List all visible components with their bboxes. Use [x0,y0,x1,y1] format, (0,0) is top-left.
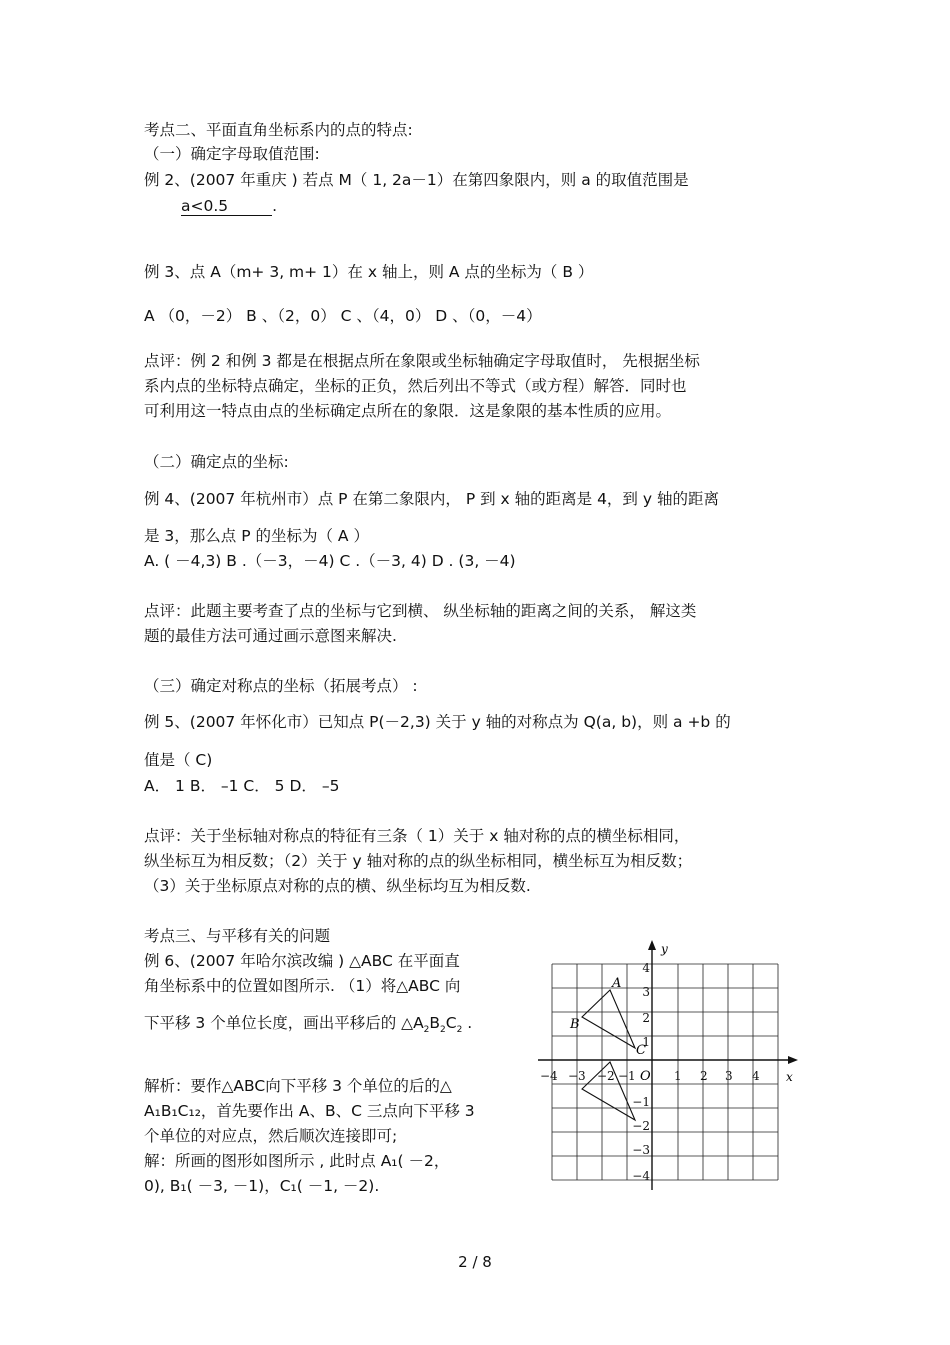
analysis-line-3: 个单位的对应点，然后顺次连接即可; [144,1127,398,1145]
x-axis-arrow [788,1056,798,1064]
comment-1-line-2: 系内点的坐标特点确定，坐标的正负，然后列出不等式（或方程）解答．同时也 [144,377,687,395]
y-tick-label: 4 [642,961,650,975]
example-3-options: A （0，－2） B 、（2，0） C 、（4，0） D 、（0，－4） [144,307,542,325]
y-tick-label: −3 [632,1143,650,1157]
subheading-1: （一）确定字母取值范围: [144,145,320,163]
y-tick-label: 3 [642,985,650,999]
coordinate-graph [530,938,805,1190]
origin-label: O [640,1069,651,1084]
comment-1-line-1: 点评：例 2 和例 3 都是在根据点所在象限或坐标轴确定字母取值时， 先根据坐标 [144,352,700,370]
point-label-a: A [612,976,622,991]
subheading-3: （三）确定对称点的坐标（拓展考点） : [144,677,418,695]
comment-2-line-1: 点评：此题主要考查了点的坐标与它到横、 纵坐标轴的距离之间的关系， 解这类 [144,602,697,620]
subheading-2: （二）确定点的坐标: [144,453,289,471]
example-6-line-2: 角坐标系中的位置如图所示. （1）将△ABC 向 [144,977,461,995]
y-tick-label: 2 [642,1011,650,1025]
example-2-answer: a<0.5 [181,197,272,216]
example-4-line-2: 是 3，那么点 P 的坐标为（ A ） [144,527,369,545]
analysis-line-1: 解析：要作△ABC向下平移 3 个单位的后的△ [144,1077,452,1095]
solution-line-1: 解：所画的图形如图所示 , 此时点 A₁( －2， [144,1152,450,1170]
example-3: 例 3、点 A（m+ 3, m+ 1）在 x 轴上，则 A 点的坐标为（ B ） [144,263,594,281]
y-axis-label: y [661,942,668,956]
comment-1-line-3: 可利用这一特点由点的坐标确定点所在的象限．这是象限的基本性质的应用。 [144,402,672,420]
example-6-line-3: 下平移 3 个单位长度，画出平移后的 $\triangle A_2B_2C_2$ . [144,1014,473,1036]
x-axis-label: x [786,1070,793,1084]
example-4-options: A. ( －4,3) B .（－3，－4) C .（－3, 4) D . (3, －4) [144,552,516,570]
x-tick-label: 4 [752,1069,760,1083]
axes [538,944,792,1190]
example-5-line-2: 值是（ C) [144,751,213,769]
comment-3-line-2: 纵坐标互为相反数；（2）关于 y 轴对称的点的纵坐标相同，横坐标互为相反数； [144,852,693,870]
comment-3-line-3: （3）关于坐标原点对称的点的横、纵坐标均互为相反数. [144,877,531,895]
y-tick-label: −1 [632,1095,650,1109]
example-2-answer-line: a<0.5 . [181,197,278,215]
comment-2-line-2: 题的最佳方法可通过画示意图来解决. [144,627,397,645]
example-5-line-1: 例 5、(2007 年怀化市）已知点 P(－2,3) 关于 y 轴的对称点为 Q(a, b)，则 a +b 的 [144,713,731,731]
x-tick-label: 2 [700,1069,708,1083]
example-4-line-1: 例 4、(2007 年杭州市）点 P 在第二象限内， P 到 x 轴的距离是 4，到 y 轴的距离 [144,490,719,508]
grid [552,964,778,1180]
example-2: 例 2、(2007 年重庆 ) 若点 M（ 1, 2a－1）在第四象限内，则 a 的取值范围是 [144,171,689,189]
solution-line-2: 0), B₁( －3, －1)，C₁( －1, －2). [144,1177,380,1195]
comment-3-line-1: 点评：关于坐标轴对称点的特征有三条（ 1）关于 x 轴对称的点的横坐标相同， [144,827,690,845]
x-tick-label: 1 [674,1069,682,1083]
x-tick-label: −4 [540,1069,558,1083]
x-tick-label: −2 [597,1069,615,1083]
y-tick-label: −4 [632,1169,650,1183]
x-tick-label: 3 [725,1069,733,1083]
example-6-line-1: 例 6、(2007 年哈尔滨改编 ) △ABC 在平面直 [144,952,460,970]
x-tick-label: −1 [618,1069,636,1083]
point-label-b: B [570,1017,580,1032]
page-number: 2 / 8 [458,1253,492,1271]
section3-heading: 考点三、与平移有关的问题 [144,927,331,945]
y-axis-arrow [648,940,656,950]
x-tick-label: −3 [568,1069,586,1083]
example-5-options: A． 1 B． –1 C． 5 D． –5 [144,777,340,795]
point-label-c: C [636,1043,646,1058]
section2-heading: 考点二、平面直角坐标系内的点的特点: [144,121,413,139]
analysis-line-2: A₁B₁C₁₂，首先要作出 A、B、C 三点向下平移 3 [144,1102,475,1120]
y-tick-label: 1 [642,1035,650,1049]
y-tick-label: −2 [632,1119,650,1133]
